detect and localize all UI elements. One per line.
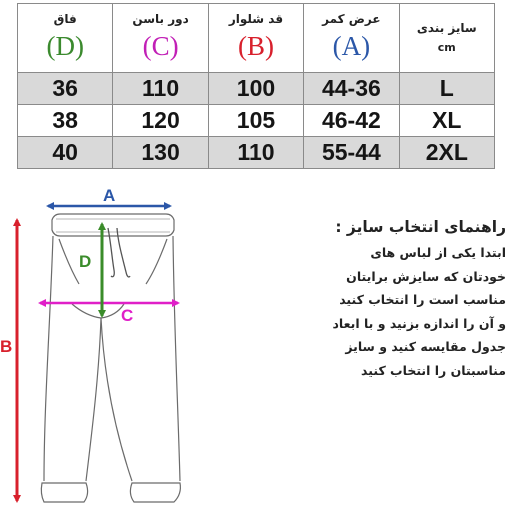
table-cell: 120 bbox=[113, 105, 208, 137]
header-waist-letter: (A) bbox=[332, 31, 371, 61]
header-length-label: قد شلوار bbox=[228, 12, 284, 26]
table-row bbox=[18, 105, 495, 137]
table-row bbox=[18, 137, 495, 169]
size-guide-title: راهنمای انتخاب سایز : bbox=[335, 218, 506, 236]
label-a: A bbox=[103, 186, 116, 205]
header-crotch-letter: (D) bbox=[46, 31, 84, 61]
pants-outline bbox=[41, 214, 180, 502]
header-hip-label: دور باسن bbox=[132, 12, 189, 26]
header-crotch-label: فاق bbox=[53, 12, 77, 26]
table-header-row bbox=[18, 4, 495, 73]
size-guide-line: مناسب است را انتخاب کنید bbox=[339, 292, 506, 308]
table-cell: L bbox=[399, 73, 494, 105]
table-cell: 110 bbox=[208, 137, 303, 169]
label-b: B bbox=[0, 337, 13, 356]
header-hip bbox=[113, 4, 208, 73]
table-cell: 100 bbox=[208, 73, 303, 105]
drawstring bbox=[108, 228, 130, 277]
table-cell: 130 bbox=[113, 137, 208, 169]
header-waist bbox=[304, 4, 399, 73]
header-waist-label: عرض کمر bbox=[322, 12, 381, 26]
table-cell: 2XL bbox=[399, 137, 494, 169]
table-row bbox=[18, 73, 495, 105]
header-size bbox=[399, 4, 494, 73]
header-crotch bbox=[18, 4, 113, 73]
header-hip-letter: (C) bbox=[142, 31, 179, 61]
header-length-letter: (B) bbox=[237, 31, 274, 61]
pants-diagram bbox=[0, 176, 280, 511]
table-cell: XL bbox=[399, 105, 494, 137]
table-cell: 38 bbox=[18, 105, 113, 137]
table-cell: 46-42 bbox=[304, 105, 399, 137]
size-table bbox=[17, 3, 495, 169]
table-cell: 105 bbox=[208, 105, 303, 137]
header-size-label: سایز بندی bbox=[416, 20, 477, 35]
label-d: D bbox=[79, 252, 92, 271]
table-cell: 40 bbox=[18, 137, 113, 169]
table-cell: 110 bbox=[113, 73, 208, 105]
table-cell: 36 bbox=[18, 73, 113, 105]
size-guide-line: مناسبتان را انتخاب کنید bbox=[361, 362, 506, 378]
size-guide-line: و آن را اندازه بزنید و با ابعاد bbox=[332, 315, 506, 331]
table-cell: 44-36 bbox=[304, 73, 399, 105]
size-guide-line: جدول مقایسه کنید و سایز bbox=[345, 339, 506, 355]
header-length bbox=[208, 4, 303, 73]
size-guide-line: خودتان که سایزش برایتان bbox=[346, 268, 506, 284]
table-cell: 55-44 bbox=[304, 137, 399, 169]
size-guide-line: ابتدا یکی از لباس های bbox=[370, 245, 506, 260]
size-guide bbox=[276, 218, 506, 383]
header-size-unit: cm bbox=[437, 40, 456, 54]
label-c: C bbox=[121, 306, 134, 325]
